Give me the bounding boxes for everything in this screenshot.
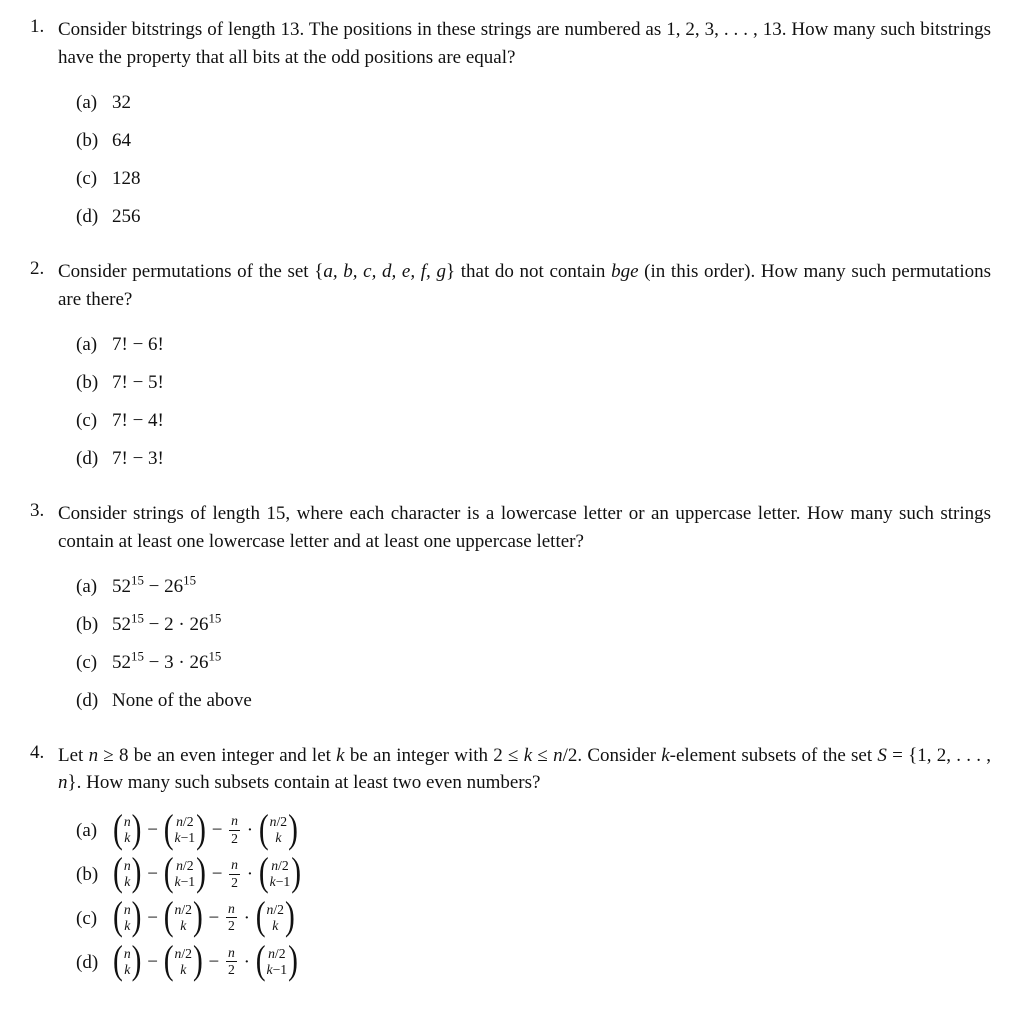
option-label: (d): [76, 205, 99, 227]
option-label: (b): [76, 371, 99, 393]
question-2: [30, 258, 991, 473]
question-number: 4.: [30, 741, 45, 763]
question-4-options: [76, 807, 991, 983]
fraction: $\frac{n}{2}$: [231, 813, 238, 846]
option-value: ( n k ) − ( n/2 k−1 ) − $\frac{n}{2}$ · ( n/2 k−1 ): [113, 851, 302, 895]
option-row: [76, 649, 991, 677]
question-text: Consider strings of length 15, where each character is a lowercase letter or an uppercase letter. How many such strings contain at least one lowercase letter and at least one uppercase letter?: [58, 502, 991, 552]
option-label: (b): [76, 613, 99, 635]
option-label: (d): [76, 689, 99, 711]
binomial-coefficient: ( n/2 k ): [163, 939, 203, 983]
option-row: [76, 573, 991, 601]
option-label: (a): [76, 333, 98, 355]
option-label: (c): [76, 651, 98, 673]
option-label: (b): [76, 129, 99, 151]
binomial-coefficient: ( n/2 k−1 ): [163, 807, 206, 851]
option-row: [76, 895, 991, 939]
binomial-coefficient: ( n/2 k ): [163, 895, 203, 939]
option-row: [76, 445, 991, 473]
option-value: ( n k ) − ( n/2 k−1 ) − $\frac{n}{2}$ · ( n/2 k ): [113, 807, 298, 851]
option-label: (c): [76, 907, 98, 929]
question-1: [30, 16, 991, 231]
option-row: [76, 203, 991, 231]
question-1-head: [30, 16, 991, 72]
option-value: ( n k ) − ( n/2 k ) − $\frac{n}{2}$ · ( n/2 k−1 ): [113, 939, 298, 983]
option-row: [76, 851, 991, 895]
question-4-head: [30, 742, 991, 798]
option-row: [76, 939, 991, 983]
option-row: [76, 407, 991, 435]
binomial-coefficient: ( n/2 k−1 ): [163, 851, 206, 895]
option-row: [76, 611, 991, 639]
binomial-coefficient: ( n k ): [113, 895, 142, 939]
option-row: [76, 369, 991, 397]
option-label: (a): [76, 575, 98, 597]
question-number: 3.: [30, 499, 45, 521]
option-row: [76, 331, 991, 359]
binomial-coefficient: ( n k ): [113, 939, 142, 983]
option-value: 256: [112, 205, 141, 227]
option-row: [76, 807, 991, 851]
binomial-coefficient: ( n/2 k−1 ): [255, 939, 298, 983]
option-label: (c): [76, 409, 98, 431]
fraction: $\frac{n}{2}$: [231, 857, 238, 890]
option-value: $52^{15} - 2 \cdot 26^{15}$: [112, 610, 222, 635]
question-3-head: [30, 500, 991, 556]
fraction: $\frac{n}{2}$: [228, 901, 235, 934]
option-label: (d): [76, 951, 99, 973]
question-2-options: [76, 331, 991, 473]
question-text: Consider bitstrings of length 13. The positions in these strings are numbered as 1, 2, 3, . . . , 13. How many such bitstrings have the property that all bits at the odd positions are equal?: [58, 19, 991, 68]
question-number: 2.: [30, 257, 45, 279]
option-label: (a): [76, 820, 98, 842]
question-number: 1.: [30, 16, 45, 37]
binomial-coefficient: ( n/2 k ): [255, 895, 295, 939]
question-2-head: [30, 258, 991, 314]
option-value: 32: [112, 91, 131, 113]
option-row: [76, 127, 991, 155]
option-value: 7! − 5!: [112, 371, 164, 393]
option-value: $52^{15} - 3 \cdot 26^{15}$: [112, 648, 222, 673]
option-value: ( n k ) − ( n/2 k ) − $\frac{n}{2}$ · ( n/2 k ): [113, 895, 295, 939]
option-row: [76, 687, 991, 715]
option-value: 128: [112, 167, 141, 189]
binomial-coefficient: ( n/2 k−1 ): [258, 851, 302, 895]
binomial-coefficient: ( n k ): [113, 851, 142, 895]
option-value: 7! − 3!: [112, 447, 164, 469]
option-label: (d): [76, 447, 99, 469]
option-value: 7! − 4!: [112, 409, 164, 431]
option-row: [76, 165, 991, 193]
fraction: $\frac{n}{2}$: [228, 944, 235, 978]
question-1-options: [76, 89, 991, 231]
option-value: $52^{15} - 26^{15}$: [112, 572, 197, 597]
binomial-coefficient: ( n/2 k ): [258, 807, 298, 851]
question-3: [30, 500, 991, 715]
option-label: (c): [76, 167, 98, 189]
option-value: 64: [112, 129, 131, 151]
question-4: [30, 741, 991, 983]
option-value: 7! − 6!: [112, 333, 164, 355]
option-label: (b): [76, 864, 99, 886]
question-text: Let n ≥ 8 be an even integer and let k be an integer with 2 ≤ k ≤ n/2. Consider k-element subsets of the set S = {1, 2, . . . , n}. How many such subsets contain at least two even numbers?: [58, 744, 991, 794]
option-row: [76, 89, 991, 117]
option-label: (a): [76, 91, 98, 113]
question-text: Consider permutations of the set {a, b, c, d, e, f, g} that do not contain bge (in this order). How many such permutations are there?: [58, 260, 991, 310]
question-3-options: [76, 573, 991, 715]
option-value: None of the above: [112, 689, 252, 711]
binomial-coefficient: ( n k ): [113, 807, 142, 851]
